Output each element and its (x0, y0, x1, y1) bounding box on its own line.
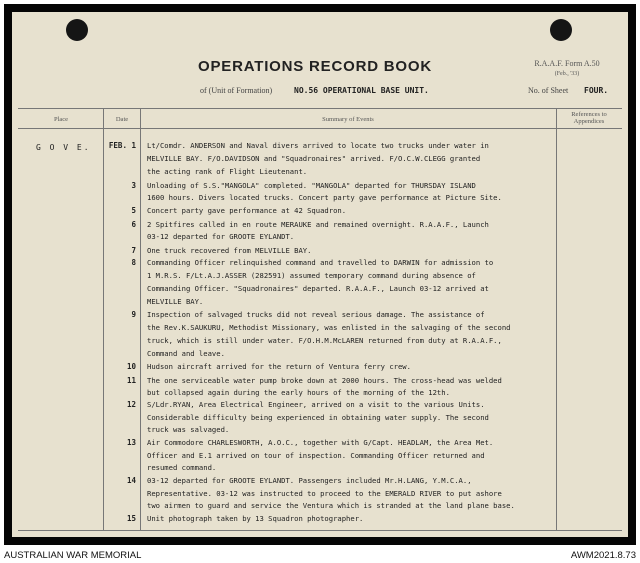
summary-line: Commanding Officer relinquished command and travelled to DARWIN for admission to (147, 258, 494, 267)
summary-line: The one serviceable water pump broke down at 2000 hours. The cross-head was welded (147, 376, 502, 385)
date-entry: 5 (131, 206, 136, 215)
date-entry: 8 (131, 258, 136, 267)
summary-line: truck, which is still under water. F/O.H.M.McLAREN returned from duty at R.A.A.F., (147, 336, 502, 345)
date-column-divider (140, 108, 141, 530)
references-column-header: References to Appendices (571, 111, 607, 125)
form-edition: (Feb., '33) (554, 71, 580, 77)
punch-hole-left (66, 19, 88, 41)
date-entry: 3 (131, 181, 136, 190)
summary-column-header: Summary of Events (322, 116, 374, 123)
table-bottom-rule (18, 530, 622, 531)
references-column-divider (556, 108, 557, 530)
form-number: R.A.A.F. Form A.50 (534, 59, 600, 68)
summary-line: Hudson aircraft arrived for the return of Ventura ferry crew. (147, 362, 411, 371)
date-entry: 10 (126, 362, 136, 371)
table-top-rule (18, 108, 622, 109)
unit-value: NO.56 OPERATIONAL BASE UNIT. (294, 86, 429, 95)
header-bottom-rule (18, 128, 622, 129)
summary-line: 1 M.R.S. F/Lt.A.J.ASSER (282591) assumed temporary command during absence of (147, 271, 476, 280)
date-entry: 13 (126, 438, 136, 447)
summary-line: but collapsed again during the early hours of the morning of the 12th. (147, 388, 450, 397)
summary-line: Considerable difficulty being experienced in obtaining water supply. The second (147, 413, 489, 422)
summary-line: Unit photograph taken by 13 Squadron photographer. (147, 514, 364, 523)
summary-line: Inspection of salvaged trucks did not reveal serious damage. The assistance of (147, 310, 485, 319)
summary-line: Command and leave. (147, 349, 225, 358)
summary-line: 03-12 departed for GROOTE EYLANDT. Passengers included Mr.H.LANG, Y.M.C.A., (147, 476, 472, 485)
date-entry: 6 (131, 220, 136, 229)
summary-line: MELVILLE BAY. (147, 297, 204, 306)
summary-line: Lt/Comdr. ANDERSON and Naval divers arrived to locate two trucks under water in (147, 141, 489, 150)
summary-line: Commanding Officer. "Squadronaires" departed. R.A.A.F., Launch 03-12 arrived at (147, 284, 489, 293)
date-entry: 14 (126, 476, 136, 485)
date-entry: 15 (126, 514, 136, 523)
sheet-label: No. of Sheet (528, 86, 569, 95)
date-entry: FEB. 1 (108, 141, 136, 150)
place-column-header: Place (53, 116, 69, 123)
date-entry: 7 (131, 246, 136, 255)
summary-line: 03-12 departed for GROOTE EYLANDT. (147, 232, 295, 241)
summary-line: the Rev.K.SAUKURU, Methodist Missionary, was enlisted in the salvaging of the second (147, 323, 511, 332)
summary-line: One truck recovered from MELVILLE BAY. (147, 246, 312, 255)
summary-line: 1600 hours. Divers located trucks. Concert party gave performance at Picture Site. (147, 193, 502, 202)
form-title: OPERATIONS RECORD BOOK (198, 58, 433, 75)
summary-line: resumed command. (147, 463, 217, 472)
date-entry: 12 (126, 400, 136, 409)
place-entry: G O V E. (36, 143, 91, 152)
place-column-divider (103, 108, 104, 530)
summary-line: Concert party gave performance at 42 Squadron. (147, 206, 347, 215)
form-id (512, 59, 622, 79)
source-caption: AUSTRALIAN WAR MEMORIAL (4, 550, 142, 561)
date-column-header: Date (115, 116, 129, 123)
summary-line: MELVILLE BAY. F/O.DAVIDSON and "Squadronaires" arrived. F/O.C.W.CLEGG granted (147, 154, 481, 163)
accession-number: AWM2021.8.73 (570, 550, 636, 561)
summary-line: 2 Spitfires called in en route MERAUKE and remained overnight. R.A.A.F., Launch (147, 220, 489, 229)
summary-line: Unloading of S.S."MANGOLA" completed. "MANGOLA" departed for THURSDAY ISLAND (147, 181, 476, 190)
summary-line: Representative. 03-12 was instructed to proceed to the EMERALD RIVER to put ashore (147, 489, 502, 498)
summary-line: Officer and E.1 arrived on tour of inspection. Commanding Officer returned and (147, 451, 485, 460)
summary-line: two airmen to guard and service the Ventura which is stranded at the land plane base. (147, 501, 515, 510)
summary-line: S/Ldr.RYAN, Area Electrical Engineer, arrived on a visit to the various Units. (147, 400, 485, 409)
date-entry: 9 (131, 310, 136, 319)
punch-hole-right (550, 19, 572, 41)
sheet-value: FOUR. (584, 86, 609, 95)
date-entry: 11 (126, 376, 136, 385)
summary-line: Air Commodore CHARLESWORTH, A.O.C., together with G/Capt. HEADLAM, the Area Met. (147, 438, 494, 447)
unit-label: of (Unit of Formation) (200, 86, 273, 95)
summary-line: the acting rank of Flight Lieutenant. (147, 167, 308, 176)
summary-line: truck was salvaged. (147, 425, 230, 434)
